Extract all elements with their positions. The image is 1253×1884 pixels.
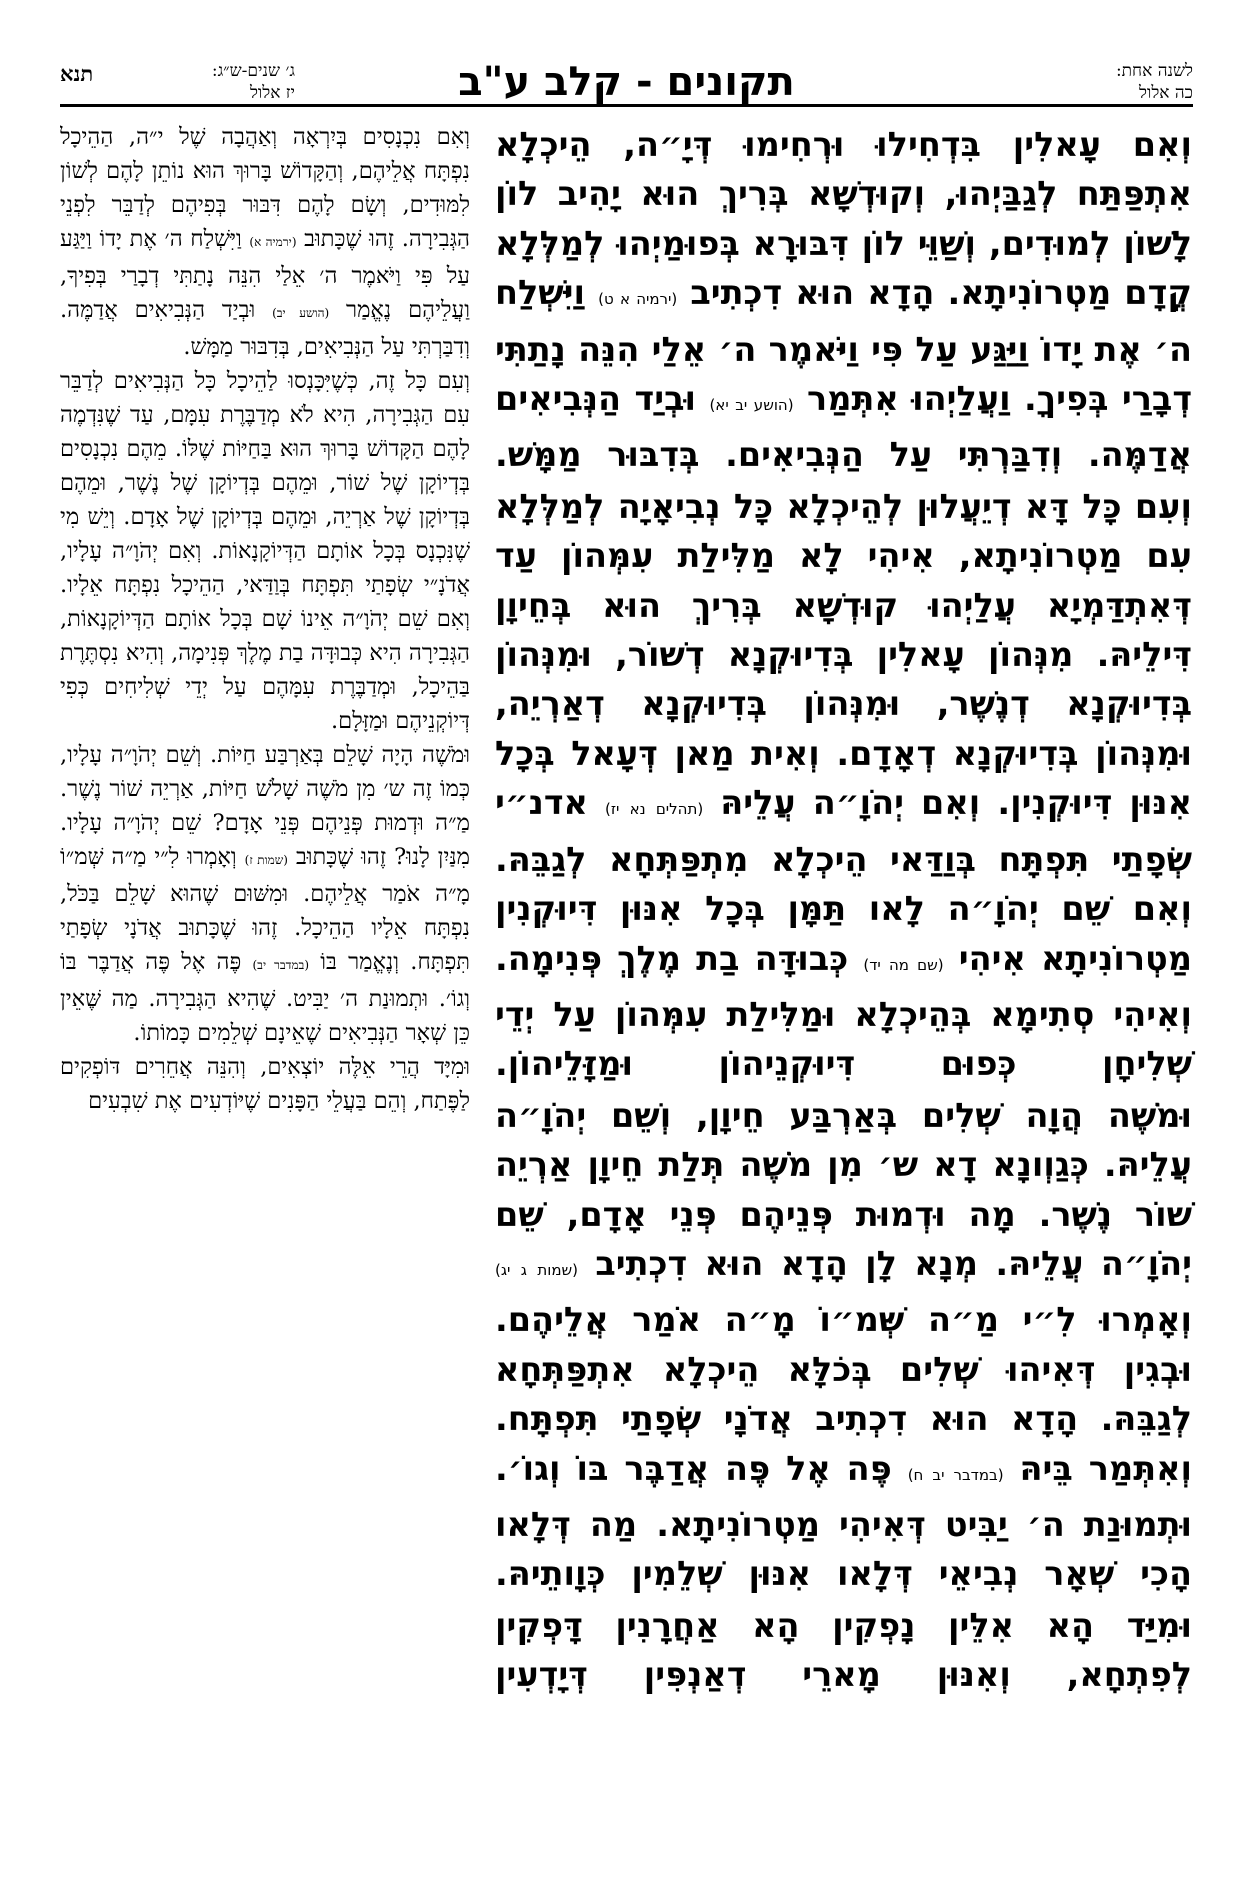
main-paragraph: וּמִיַּד הָא אִלֵּין נָפְקִין הָא אַחֲרָנִין דָּפְקִין לְפִתְחָא, וְאִנּוּן מָארֵי דְאַנְפִּין דְּיָדְעִין bbox=[495, 1605, 1192, 1695]
source-citation: (במדבר יב) bbox=[252, 958, 310, 972]
main-paragraph: וּמֹשֶׁה הֲוָה שְׁלִים בְּאַרְבַּע חֵיוָן, וְשֵׁם יְהֹוָ״ה עֲלֵיהּ. כְּגַוְונָא דָא ש׳ מִן מֹשֶׁה תְּלַת חֵיוָן אַרְיֵה שׁוֹר נֶשֶׁר. מָה וּדְמוּת פְּנֵיהֶם פְּנֵי אָדָם, שֵׁם יְהֹוָ״ה עֲלֵיהּ. מְנָא לָן הָדָא הוּא דִכְתִיב (שמות ג יג) וְאָמְרוּ לִ״י מַ״ה שְּׁמ״וֹ מָ״ה אֹמַר אֲלֵיהֶם. וּבְגִין דְּאִיהוּ שְׁלִים בְּכֹלָּא הֵיכְלָא אִתְפַּתְּחָא לְגַבֵּהּ. הָדָא הוּא דִכְתִיב אֲדֹנָי שְׂפָתַי תִּפְתָּח. וְאִתְּמַר בֵּיהּ (במדבר יב ח) פֶּה אֶל פֶּה אֲדַבֶּר בּוֹ וְגוֹ׳. וּתְמוּנַת ה׳ יַבִּיט דְּאִיהִי מַטְרוֹנִיתָא. מַה דְּלָאו הָכִי שְׁאָר נְבִיאֵי דְּלָאו אִנּוּן שְׁלֵמִין כְּוָותֵיהּ. bbox=[495, 1095, 1192, 1594]
source-citation: (שמות ג יג) bbox=[495, 1260, 579, 1279]
schedule-date: יז אלול bbox=[249, 83, 295, 103]
page-header bbox=[60, 60, 1193, 107]
schedule-label: ג׳ שנים-ש״ג: bbox=[211, 61, 295, 81]
source-citation: (שמות ז) bbox=[244, 853, 288, 867]
folio-number: תנא bbox=[60, 61, 94, 86]
main-text-column bbox=[495, 120, 1192, 1860]
translation-paragraph: וּמִיָּד הֲרֵי אֵלֶּה יוֹצְאִים, וְהִנֵּה אֲחֵרִים דּוֹפְקִים לַפֶּתַח, וְהֵם בַּעֲלֵי הַפָּנִים שֶׁיּוֹדְעִים אֶת שִׁבְעִים bbox=[60, 1054, 470, 1114]
daily-schedule-three-years bbox=[212, 60, 295, 104]
translation-paragraph: וְעִם כָּל זֶה, כְּשֶׁיִּכָּנְסוּ לַהֵיכָל כָּל הַנְּבִיאִים לְדַבֵּר עִם הַגְּבִירָה, הִיא לֹא מְדַבֶּרֶת עִמָּם, עַד שֶׁנִּדְמֶה לָהֶם הַקָּדוֹשׁ בָּרוּךְ הוּא בַּחַיּוֹת שֶׁלּוֹ. מֵהֶם נִכְנָסִים בְּדְיוֹקָן שֶׁל שׁוֹר, וּמֵהֶם בְּדְיוֹקָן שֶׁל נֶשֶׁר, וּמֵהֶם בְּדְיוֹקָן שֶׁל אַרְיֵה, וּמֵהֶם בְּדְיוֹקָן שֶׁל אָדָם. וְיֵשׁ מִי שֶׁנִּכְנָס בְּכָל אוֹתָם הַדְּיוֹקָנָאוֹת. וְאִם יְהֹוָ״ה עָלָיו, אֲדֹנָ״י שְׂפָתַי תִּפְתָּח בְּוַדַּאי, הַהֵיכָל נִפְתָּח אֵלָיו. וְאִם שֵׁם יְהֹוָ״ה אֵינוֹ שָׁם בְּכָל אוֹתָם הַדְּיוֹקָנָאוֹת, הַגְּבִירָה הִיא כְּבוּדָּה בַת מֶלֶךְ פְּנִימָה, וְהִיא נִסְתֶּרֶת בַּהֵיכָל, וּמְדַבֶּרֶת עִמָּהֶם עַל יְדֵי שְׁלִיחִים כְּפִי דְּיוֹקְנֵיהֶם וּמַזָּלָם. bbox=[60, 368, 470, 734]
source-citation: (תהלים נא יז) bbox=[605, 800, 704, 819]
translation-paragraph: וְאִם נִכְנָסִים בְּיִרְאָה וְאַהֲבָה שֶׁל י״ה, הַהֵיכָל נִפְתָּח אֲלֵיהֶם, וְהַקָּדוֹשׁ בָּרוּךְ הוּא נוֹתֵן לָהֶם לְשׁוֹן לִמּוּדִים, וְשָׂם לָהֶם דִּבּוּר בְּפִיהֶם לְדַבֵּר לִפְנֵי הַגְּבִירָה. זֶהוּ שֶׁכָּתוּב (ירמיה א) וַיִּשְׁלַח ה׳ אֶת יָדוֹ וַיַּגַּע עַל פִּי וַיֹּאמֶר ה׳ אֵלַי הִנֵּה נָתַתִּי דְבָרַי בְּפִיךָ, וַעֲלֵיהֶם נֶאֱמַר (הושע יב) וּבְיַד הַנְּבִיאִים אֲדַמֶּה. וְדִבַּרְתִּי עַל הַנְּבִיאִים, בְּדִבּוּר מַמָּשׁ. bbox=[60, 124, 470, 360]
source-citation: (ירמיה א) bbox=[249, 235, 297, 249]
main-paragraph: וְאִם עָאלִין בִּדְחִילוּ וּרְחִימוּ דְּיָ״ה, הֵיכְלָא אִתְפַּתַּח לְגַבַּיְהוּ, וְקוּדְשָׁא בְּרִיךְ הוּא יָהִיב לוֹן לָשׁוֹן לְמוּדִים, וְשַׁוֵּי לוֹן דִּבּוּרָא בְּפוּמַיְהוּ לְמַלְּלָא קֳדָם מַטְרוֹנִיתָא. הָדָא הוּא דִכְתִיב (ירמיה א ט) וַיִּשְׁלַח ה׳ אֶת יָדוֹ וַיַּגַּע עַל פִּי וַיֹּאמֶר ה׳ אֵלַי הִנֵּה נָתַתִּי דְבָרַי בְּפִיךָ. וַעֲלַיְהוּ אִתְּמַר (הושע יב יא) וּבְיַד הַנְּבִיאִים אֲדַמֶּה. וְדִבַּרְתִּי עַל הַנְּבִיאִים. בְּדִבּוּר מַמָּשׁ. bbox=[495, 125, 1193, 475]
schedule-date: כה אלול bbox=[1139, 83, 1193, 103]
schedule-label: לשנה אחת: bbox=[1115, 61, 1193, 81]
source-citation: (הושע יב) bbox=[272, 306, 330, 320]
source-citation: (שם מה יד) bbox=[863, 955, 944, 974]
source-citation: (הושע יב יא) bbox=[709, 396, 794, 415]
source-citation: (ירמיה א ט) bbox=[598, 290, 678, 309]
translation-paragraph: וּמֹשֶׁה הָיָה שָׁלֵם בְּאַרְבַּע חַיּוֹת. וְשֵׁם יְהֹוָ״ה עָלָיו, כְּמוֹ זֶה ש׳ מִן מֹשֶׁה שָׁלֹשׁ חַיּוֹת, אַרְיֵה שׁוֹר נֶשֶׁר. מַ״ה וּדְמוּת פְּנֵיהֶם פְּנֵי אָדָם? שֵׁם יְהֹוָ״ה עָלָיו. מִנַּיִן לָנוּ? זֶהוּ שֶׁכָּתוּב (שמות ז) וְאָמְרוּ לִ״י מַ״ה שְּׁמ״וֹ מָ״ה אֹמַר אֲלֵיהֶם. וּמִשּׁוּם שֶׁהוּא שָׁלֵם בַּכֹּל, נִפְתָּח אֵלָיו הַהֵיכָל. זֶהוּ שֶׁכָּתוּב אֲדֹנָי שְׂפָתַי תִּפְתָּח. וְנֶאֱמַר בּוֹ (במדבר יב) פֶּה אֶל פֶּה אֲדַבֶּר בּוֹ וְגוֹ׳. וּתְמוּנַת ה׳ יַבִּיט. שֶׁהִיא הַגְּבִירָה. מַה שֶּׁאֵין כֵּן שְׁאָר הַנְּבִיאִים שֶׁאֵינָם שְׁלֵמִים כָּמוֹתוֹ. bbox=[60, 742, 470, 1046]
main-paragraph: וְעִם כָּל דָּא דְיֵעֲלוּן לְהֵיכְלָא כָּל נְבִיאָיָה לְמַלְּלָא עִם מַטְרוֹנִיתָא, אִיהִי לָא מַלִּילַת עִמְּהוֹן עַד דְּאִתְדַּמְיָא עֲלַיְהוּ קוּדְשָׁא בְּרִיךְ הוּא בְּחֵיוָן דִּילֵיהּ. מִנְּהוֹן עָאלִין בְּדִיוּקְנָא דְשׁוֹר, וּמִנְּהוֹן בְּדִיוּקְנָא דְנֶשֶׁר, וּמִנְּהוֹן בְּדִיוּקְנָא דְאַרְיֵה, וּמִנְּהוֹן בְּדִיוּקְנָא דְאָדָם. וְאִית מַאן דְּעָאל בְּכָל אִנּוּן דִּיוּקְנִין. וְאִם יְהֹוָ״ה עֲלֵיהּ (תהלים נא יז) אדנ״י שְׂפָתַי תִּפְתָּח בְּוַדַּאי הֵיכְלָא מִתְפַּתְּחָא לְגַבֵּהּ. וְאִם שֵׁם יְהֹוָ״ה לָאו תַּמָּן בְּכָל אִנּוּן דִּיוּקְנִין מַטְרוֹנִיתָא אִיהִי (שם מה יד) כְּבוּדָּה בַת מֶלֶךְ פְּנִימָה. וְאִיהִי סְתִימָא בְּהֵיכְלָא וּמַלִּילַת עִמְּהוֹן עַל יְדֵי שְׁלִיחָן כְּפוּם דִּיוּקְנֵיהוֹן וּמַזָּלֵיהוֹן. bbox=[495, 486, 1192, 1084]
translation-column bbox=[60, 120, 470, 1860]
source-citation: (במדבר יב ח) bbox=[907, 1465, 1004, 1484]
page-title: תקונים - קלב ע"ב bbox=[458, 59, 795, 105]
